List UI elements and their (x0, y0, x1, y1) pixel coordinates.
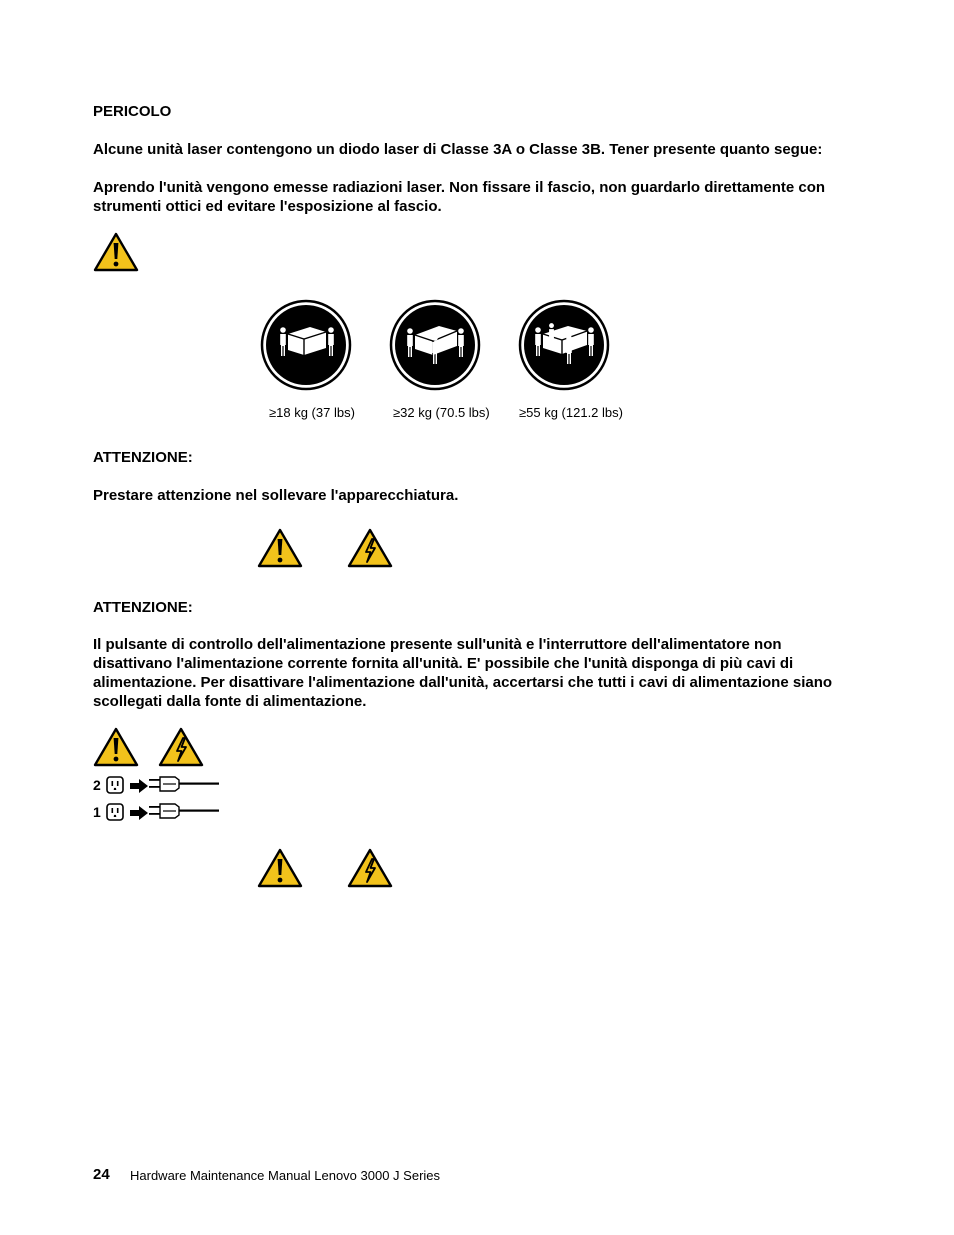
danger-heading: PERICOLO (93, 103, 172, 120)
weight-label-2-person: ≥18 kg (37 lbs) (269, 405, 355, 420)
laser-statement: Alcune unità laser contengono un diodo laser di Classe 3A o Classe 3B. Tener presente quanto segue: (93, 141, 823, 158)
weight-label-3-person: ≥32 kg (70.5 lbs) (393, 405, 490, 420)
caution-heading: ATTENZIONE: (93, 449, 193, 466)
weight-label-4-person: ≥55 kg (121.2 lbs) (519, 405, 623, 420)
warning-triangle-icon (257, 528, 303, 568)
electrical-hazard-icon (158, 727, 204, 767)
page-number: 24 (93, 1166, 110, 1183)
three-person-lift-icon (389, 299, 481, 391)
power-plug-icon (149, 803, 219, 819)
power-outlet-icon (106, 776, 124, 794)
laser-warning: Aprendo l'unità vengono emesse radiazioni laser. Non fissare il fascio, non guardarlo direttamente con strumenti ottici ed evitare l'esposizione al fascio. (93, 179, 826, 215)
power-plug-icon (149, 776, 219, 792)
four-person-lift-icon (518, 299, 610, 391)
warning-triangle-icon (93, 232, 139, 272)
two-person-lift-icon (260, 299, 352, 391)
power-cord-number: 2 (93, 777, 101, 793)
electrical-hazard-icon (347, 528, 393, 568)
power-caution: Il pulsante di controllo dell'alimentazione presente sull'unità e l'interruttore dell'alimentatore non disattivano l'alimentazione corrente fornita all'unità. E' possibile che l'unità disponga di più cavi di alimentazione. Per disattivare l'alimentazione dall'unità, accertarsi che tutti i cavi di alimentazione siano scollegati dalla fonte di alimentazione. (93, 636, 833, 710)
arrow-right-icon (130, 806, 148, 820)
caution-heading: ATTENZIONE: (93, 599, 193, 616)
arrow-right-icon (130, 779, 148, 793)
manual-title: Hardware Maintenance Manual Lenovo 3000 J Series (130, 1168, 441, 1183)
lifting-caution: Prestare attenzione nel sollevare l'apparecchiatura. (93, 487, 459, 504)
electrical-hazard-icon (347, 848, 393, 888)
power-outlet-icon (106, 803, 124, 821)
warning-triangle-icon (257, 848, 303, 888)
power-cord-number: 1 (93, 804, 101, 820)
warning-triangle-icon (93, 727, 139, 767)
